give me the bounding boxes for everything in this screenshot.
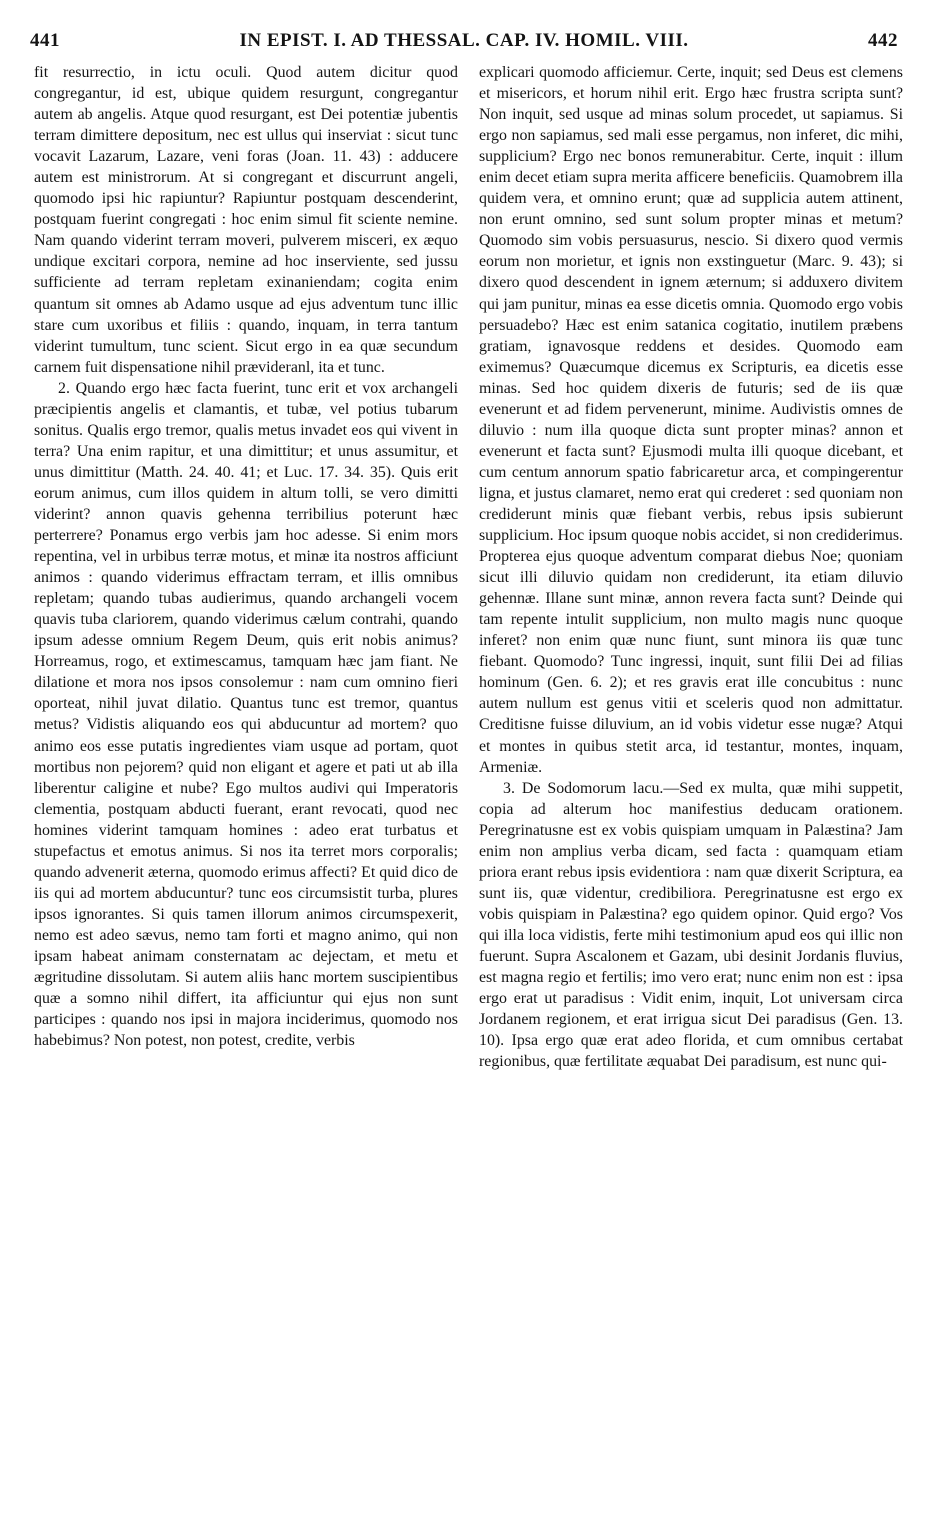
left-column bbox=[34, 62, 458, 1051]
running-header bbox=[30, 30, 898, 54]
page-number-right: 442 bbox=[868, 30, 898, 51]
running-title: IN EPIST. I. AD THESSAL. CAP. IV. HOMIL. VIII. bbox=[239, 30, 689, 51]
paragraph-continuation: fit resurrectio, in ictu oculi. Quod autem dicitur quod congregantur, id est, ubique quidem resurgunt, congregantur autem ab angelis. Atque quod resurgant, est Dei potentiæ jubentis terram dimittere depositum, nec est ullus qui inserviat : sicut tunc vocavit Lazarum, Lazare, veni foras (Joan. 11. 43) : adducere autem est ministrorum. At si congregant et discurrunt angeli, quomodo ipsi hic rapiuntur? Rapiuntur postquam descenderint, postquam fuerint congregati : hoc enim simul fit sciente nemine. Nam quando viderint terram moveri, pulverem misceri, ex æquo undique excitari corpora, nemine ad hoc inserviente, sed jussu sufficiente ad terram repletam exinaniendam; cogita enim quantum sit omnes ab Adamo usque ad ejus adventum tunc illic stare cum uxoribus et filiis : quando, inquam, in terra tantum viderint tumultum, tunc scient. Sicut ergo in ea quæ secundum carnem fuit dispensatione nihil prævideranl, ita et tunc. bbox=[34, 64, 458, 376]
page-number-left: 441 bbox=[30, 30, 60, 51]
paragraph-continuation: explicari quomodo afficiemur. Certe, inquit; sed Deus est clemens et misericors, et horum nihil erit. Ergo hæc frustra scripta sunt? Non inquit, sed usque ad minas solum procedet, ut sapiamus. Si ergo non sapiamus, sed mali esse pergamus, non inferet, dic mihi, supplicium? Ergo nec bonos remunerabitur. Certe, inquit : illum enim decet etiam supra merita afficere beneficiis. Quamobrem illa quidem vera, et omnino erunt; quæ ad supplicia autem attinent, non erunt omnino, sed sunt solum propter minas et metum? Quomodo sim vobis persuasurus, nescio. Si dixero quod vermis eorum non morietur, et ignis non exstinguetur (Marc. 9. 43); si dixero quod descendent in ignem æternum; si adduxero divitem qui jam punitur, minas ea esse dicetis omnia. Quomodo ergo vobis persuadebo? Hæc est enim satanica cogitatio, inutilem præbens gratiam, ignavosque reddens et desides. Quomodo eam eximemus? Quæcumque dicemus ex Scripturis, ea dicetis esse minas. Sed hoc quidem dixeris de futuris; sed de iis quæ evenerunt et ad fidem pervenerunt, minime. Audivistis omnes de diluvio : num illa quoque dicta sunt propter minas? annon et evenerunt et facta sunt? Ejusmodi multa illi quoque dicebant, et cum centum annorum spatio fabricaretur arca, et compingerentur ligna, et justus clamaret, nemo erat qui crederet : sed quoniam non crediderunt minis quæ fiebant verbis, rebus ipsis subierunt supplicium. Hoc ipsum quoque nobis accidet, si non crediderimus. Propterea ejus quoque adventum comparat diebus Noe; quoniam sicut illi diluvio quidam non crediderunt, ita etiam diluvio gehennæ. Illane sunt minæ, annon revera facta sunt? Deinde qui tam repente intulit supplicium, non multo magis nunc quoque inferet? non enim quæ nunc fiunt, sunt minora iis quæ tunc fiebant. Quomodo? Tunc ingressi, inquit, sunt filii Dei ad filias hominum (Gen. 6. 2); et res gravis erat ille concubitus : nunc autem nullum est genus vitii et sceleris quod non admittatur. Creditisne fuisse diluvium, an id vobis videtur esse nugæ? Atqui et montes in quibus stetit arca, id testantur, montes, inquam, Armeniæ. bbox=[479, 64, 903, 776]
right-column bbox=[479, 62, 903, 1072]
paragraph-section-2: 2. Quando ergo hæc facta fuerint, tunc erit et vox archangeli præcipientis angelis et clamantis, et tubæ, vel potius tubarum sonitus. Qualis ergo tremor, qualis metus invadet eos qui vivent in terra? Una enim rapitur, et una dimittitur; et unus assumitur, et unus dimittitur (Matth. 24. 40. 41; et Luc. 17. 34. 35). Quis erit eorum animus, cum illos quidem in altum tolli, se vero dimitti viderint? annon quavis gehenna terribilius poterunt hæc perterrere? Ponamus ergo verbis jam hoc adesse. Si enim mors repentina, vel in urbibus terræ motus, et minæ ita nostros afficiunt animos : quando viderimus effractam terram, et illis omnibus repletam; quando tubas audierimus, quando archangeli vocem quavis tuba clariorem, quando viderimus cælum contrahi, quando ipsum adesse omnium Regem Deum, quis erit nobis animus? Horreamus, rogo, et extimescamus, tamquam hæc jam fiant. Ne dilatione et mora nos ipsos consolemur : nam cum omnino fieri oporteat, nihil juvat dilatio. Quantus tunc est tremor, quantus metus? Vidistis aliquando eos qui abducuntur ad mortem? quo animo eos esse putatis ingredientes viam usque ad portam, quot mortibus non pejorem? quid non eligant et agere et pati ut ab illa liberentur caligine et nube? Ego multos audivi qui Imperatoris clementia, postquam abducti fuerant, erant revocati, quod nec homines viderint tamquam homines : adeo erat turbatus et stupefactus et emotus animus. Si nos ita terret mors corporalis; quando advenerit æterna, quomodo erimus affecti? Et quid dico de iis qui ad mortem abducuntur? tunc eos circumsistit turba, plures ipsos ignorantes. Si quis tamen illorum animos circumspexerit, nemo est adeo sævus, nemo tam forti et magno animo, qui non ipsam habeat animam consternatam ac dejectam, et metu et ægritudine dissolutam. Si autem aliis hanc mortem suscipientibus quæ a somno nihil differt, ita afficiuntur qui ejus non sunt participes : quando nos ipsi in majora inciderimus, quomodo nos habebimus? Non potest, non potest, credite, verbis bbox=[34, 379, 458, 1050]
paragraph-section-3: 3. De Sodomorum lacu.—Sed ex multa, quæ mihi suppetit, copia ad alterum hoc manifestius deducam orationem. Peregrinatusne est ex vobis quispiam umquam in Palæstina? Jam enim non amplius verba dicam, sed facta : quamquam etiam priora erant rebus ipsis evidentiora : nam quæ dixerit Scriptura, ea sunt iis, quæ videntur, credibiliora. Peregrinatusne est ergo ex vobis quispiam in Palæstina? ego quidem opinor. Quid ergo? Vos qui illa loca vidistis, ferte mihi testimonium apud eos qui illic non fuerunt. Supra Ascalonem et Gazam, ubi desinit Jordanis fluvius, est magna regio et fertilis; imo vero erat; nunc enim non est : ipsa ergo erat ut paradisus : Vidit enim, inquit, Lot universam circa Jordanem regionem, et erat irrigua sicut Dei paradisus (Gen. 13. 10). Ipsa ergo quæ erat adeo florida, et cum omnibus certabat regionibus, quæ fertilitate æquabat Dei paradisum, est nunc qui- bbox=[479, 779, 903, 1071]
